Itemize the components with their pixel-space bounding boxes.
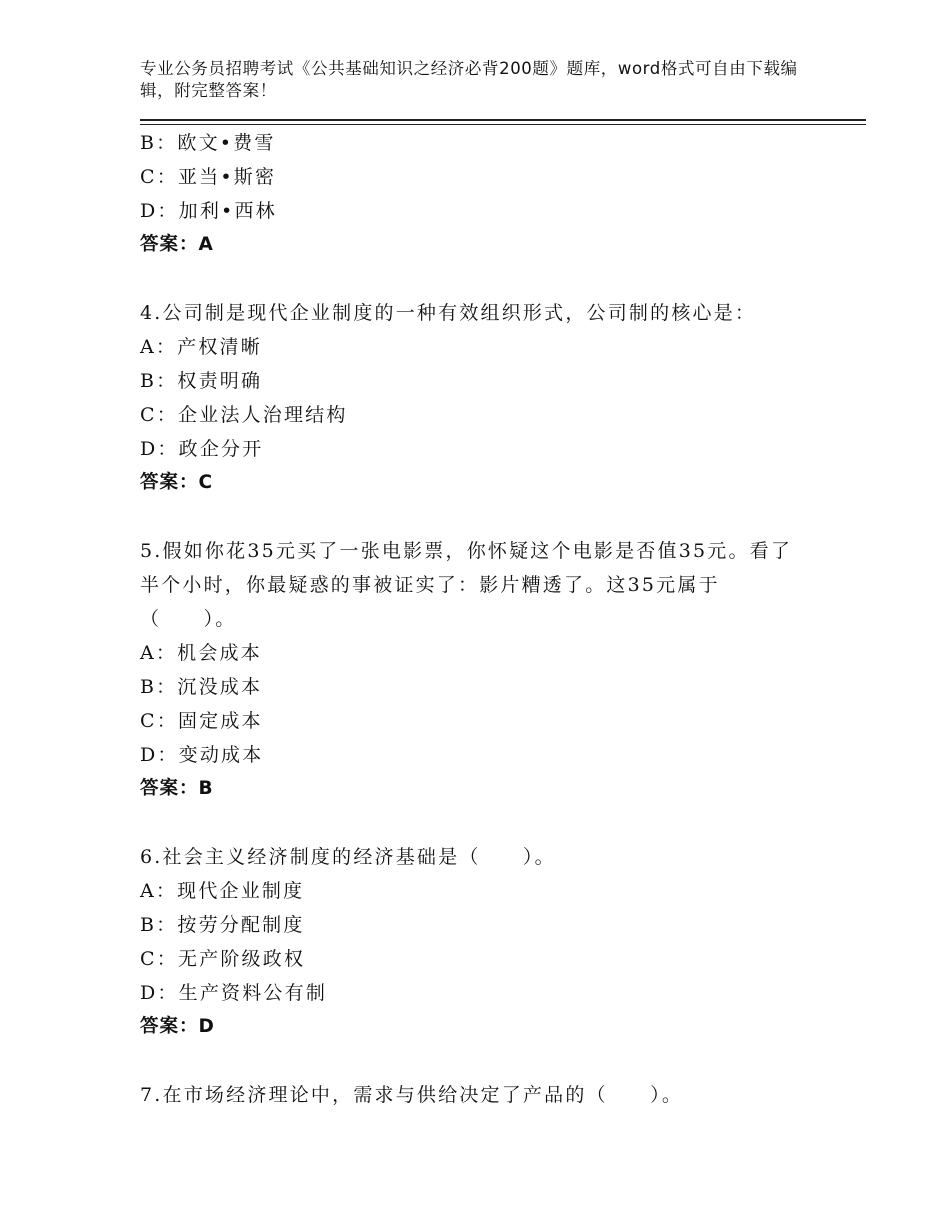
question-6	[140, 840, 820, 1044]
question-stem-line-3: （ ）。	[140, 608, 237, 630]
question-list	[140, 126, 820, 1112]
spacer	[140, 262, 820, 296]
answer-label: 答案：C	[140, 472, 214, 493]
question-stem-line-1: 5.假如你花35元买了一张电影票，你怀疑这个电影是否值35元。看了	[140, 540, 793, 562]
option-c: C：固定成本	[140, 710, 263, 732]
option-b: B：沉没成本	[140, 676, 263, 698]
spacer	[140, 500, 820, 534]
question-5	[140, 534, 820, 806]
answer-label: 答案：B	[140, 778, 214, 799]
question-4	[140, 296, 820, 500]
option-c: C：企业法人治理结构	[140, 404, 348, 426]
header-text: 专业公务员招聘考试《公共基础知识之经济必背200题》题库，word格式可自由下载编辑，附完整答案！	[140, 59, 798, 100]
option-d: D：加利•西林	[140, 200, 277, 222]
option-d: D：生产资料公有制	[140, 982, 328, 1004]
option-b: B：按劳分配制度	[140, 914, 305, 936]
option-b: B：权责明确	[140, 370, 263, 392]
option-b: B：欧文•费雪	[140, 132, 276, 154]
option-a: A：现代企业制度	[140, 880, 305, 902]
option-d: D：政企分开	[140, 438, 264, 460]
header-rule-thin	[140, 124, 866, 125]
option-a: A：机会成本	[140, 642, 262, 664]
spacer	[140, 806, 820, 840]
answer-label: 答案：D	[140, 1016, 215, 1037]
option-c: C：无产阶级政权	[140, 948, 306, 970]
question-7	[140, 1078, 820, 1112]
option-a: A：产权清晰	[140, 336, 262, 358]
question-stem: 6.社会主义经济制度的经济基础是（ ）。	[140, 846, 556, 868]
page-header	[140, 58, 820, 102]
option-c: C：亚当•斯密	[140, 166, 277, 188]
spacer	[140, 1044, 820, 1078]
question-stem: 7.在市场经济理论中，需求与供给决定了产品的（ ）。	[140, 1084, 684, 1106]
question-stem-line-2: 半个小时，你最疑惑的事被证实了：影片糟透了。这35元属于	[140, 574, 720, 596]
option-d: D：变动成本	[140, 744, 264, 766]
question-stem: 4.公司制是现代企业制度的一种有效组织形式，公司制的核心是：	[140, 302, 757, 324]
answer-label: 答案：A	[140, 234, 214, 255]
header-rule-thick	[140, 119, 866, 121]
question-3-continued	[140, 126, 820, 262]
